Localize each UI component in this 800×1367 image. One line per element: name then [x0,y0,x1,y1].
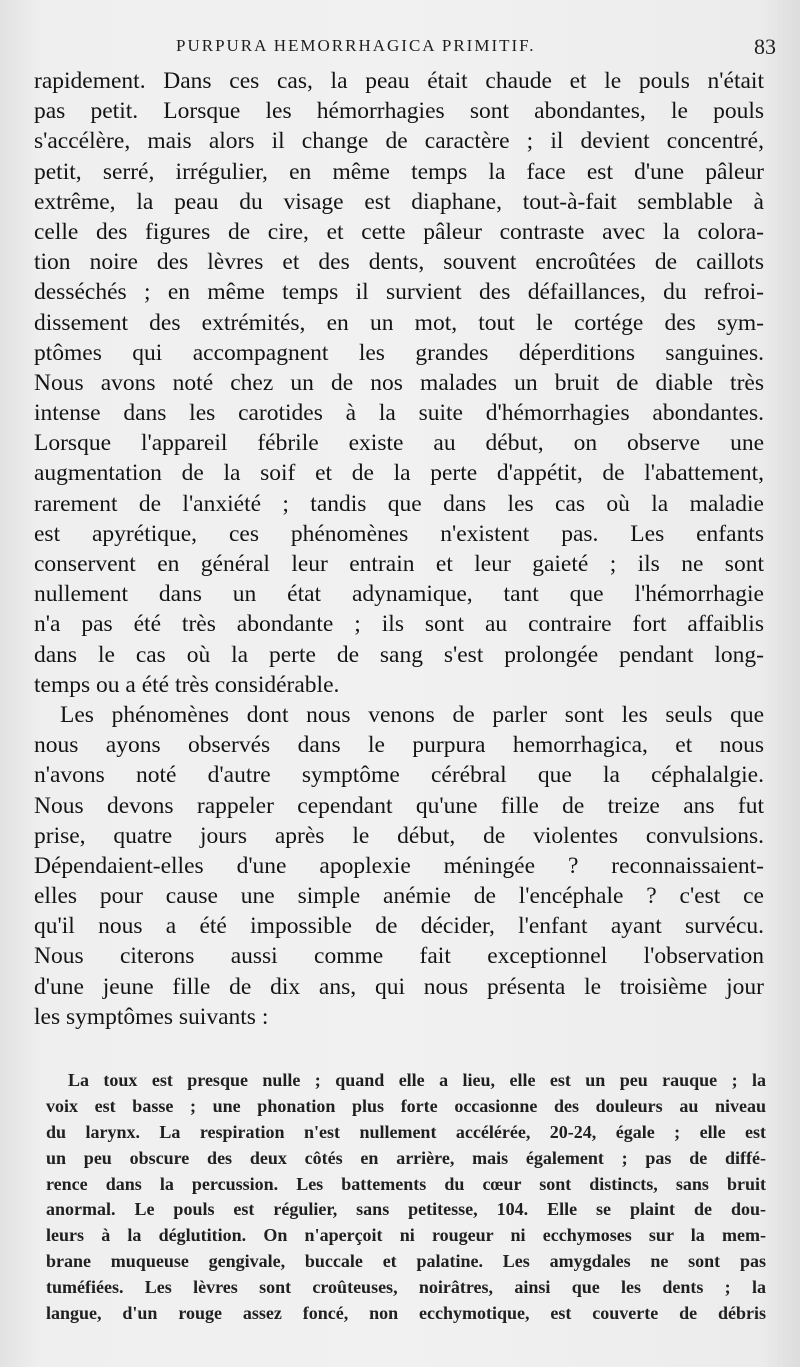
body-line: n'avons noté d'autre symptôme cérébral que la céphalalgie. [34,762,764,789]
body-line: est apyrétique, ces phénomènes n'existent pas. Les enfants [34,520,764,547]
body-line: temps ou a été très considérable. [34,671,340,698]
body-line: elles pour cause une simple anémie de l'encéphale ? c'est ce [34,883,764,910]
body-line: pas petit. Lorsque les hémorrhagies sont abondantes, le pouls [34,98,764,125]
body-line: dissement des extrémités, en un mot, tout le cortége des sym- [34,309,764,336]
page-number: 83 [754,34,776,59]
body-line: desséchés ; en même temps il survient des défaillances, du refroi- [34,279,764,306]
body-line: nous ayons observés dans le purpura hemorrhagica, et nous [34,732,764,759]
body-line: qu'il nous a été impossible de décider, l'enfant ayant survécu. [34,913,764,940]
excerpt-line: langue, d'un rouge assez foncé, non ecchymotique, est couverte de débris [46,1303,766,1324]
excerpt-line: tuméfiées. Les lèvres sont croûteuses, noirâtres, ainsi que les dents ; la [46,1277,766,1298]
body-line: Lorsque l'appareil fébrile existe au début, on observe une [34,430,764,457]
body-line: prise, quatre jours après le début, de violentes convulsions. [34,822,764,849]
body-line: rarement de l'anxiété ; tandis que dans les cas où la maladie [34,490,764,517]
excerpt-line: du larynx. La respiration n'est nullement accélérée, 20-24, égale ; elle est [46,1121,766,1142]
body-line: Les phénomènes dont nous venons de parler sont les seuls que [60,701,764,728]
body-line: celle des figures de cire, et cette pâleur contraste avec la colora- [34,218,764,245]
running-title: PURPURA HEMORRHAGICA PRIMITIF. [176,36,536,55]
excerpt-line: rence dans la percussion. Les battements du cœur sont distincts, sans bruit [46,1173,766,1194]
body-line: tion noire des lèvres et des dents, souvent encroûtées de caillots [34,249,764,276]
body-line: intense dans les carotides à la suite d'hémorrhagies abondantes. [34,400,764,427]
excerpt-line: un peu obscure des deux côtés en arrière, mais également ; pas de diffé- [46,1147,766,1168]
body-line: nullement dans un état adynamique, tant que l'hémorrhagie [34,581,764,608]
excerpt-line: La toux est presque nulle ; quand elle a lieu, elle est un peu rauque ; la [68,1070,766,1090]
observation-excerpt [46,1068,766,1327]
body-line: n'a pas été très abondante ; ils sont au contraire fort affaiblis [34,611,764,638]
excerpt-line: voix est basse ; une phonation plus forte occasionne des douleurs au niveau [46,1095,766,1116]
excerpt-line: brane muqueuse gengivale, buccale et palatine. Les amygdales ne sont pas [46,1251,766,1272]
body-line: d'une jeune fille de dix ans, qui nous présenta le troisième jour [34,973,764,1000]
body-line: augmentation de la soif et de la perte d'appétit, de l'abattement, [34,460,764,487]
body-line: Nous avons noté chez un de nos malades un bruit de diable très [34,369,764,396]
body-line: dans le cas où la perte de sang s'est prolongée pendant long- [34,641,764,668]
body-line: Dépendaient-elles d'une apoplexie méningée ? reconnaissaient- [34,852,764,879]
body-line: les symptômes suivants : [34,1003,269,1030]
excerpt-line: anormal. Le pouls est régulier, sans petitesse, 104. Elle se plaint de dou- [46,1199,766,1220]
body-line: s'accélère, mais alors il change de caractère ; il devient concentré, [34,128,764,155]
body-line: petit, serré, irrégulier, en même temps la face est d'une pâleur [34,158,764,185]
body-text [34,66,764,1032]
body-line: conservent en général leur entrain et leur gaieté ; ils ne sont [34,551,764,577]
body-line: rapidement. Dans ces cas, la peau était chaude et le pouls n'était [34,68,764,94]
body-line: ptômes qui accompagnent les grandes déperditions sanguines. [34,339,764,366]
body-line: extrême, la peau du visage est diaphane, tout-à-fait semblable à [34,188,764,215]
body-line: Nous citerons aussi comme fait exceptionnel l'observation [34,943,764,970]
page-header [0,36,800,66]
body-line: Nous devons rappeler cependant qu'une fille de treize ans fut [34,792,764,819]
excerpt-line: leurs à la déglutition. On n'aperçoit ni rougeur ni ecchymoses sur la mem- [46,1225,766,1246]
